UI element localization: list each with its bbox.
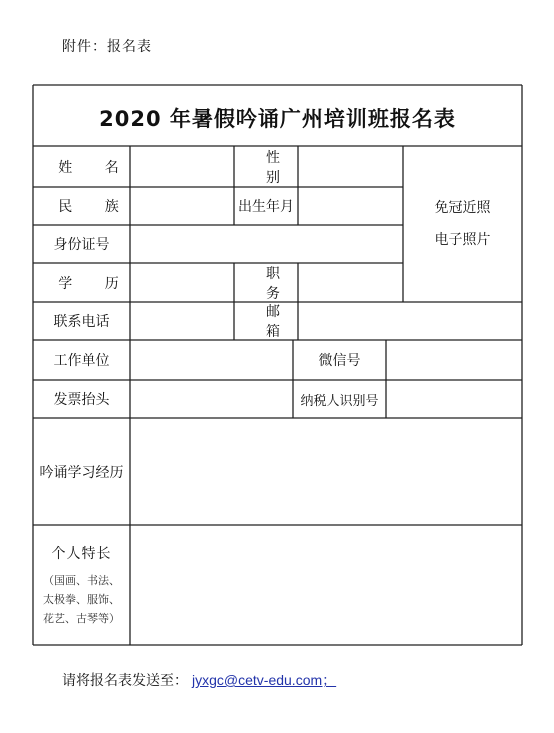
photo-line-2: 电子照片 — [434, 232, 491, 248]
taxpayer-id-field[interactable] — [387, 381, 521, 417]
birth-field[interactable] — [299, 188, 402, 224]
recitation-experience-field[interactable] — [131, 419, 521, 524]
label-phone: 联系电话 — [53, 314, 110, 330]
ethnicity-field[interactable] — [131, 188, 233, 224]
photo-area[interactable] — [403, 146, 522, 302]
label-mailbox: 邮 箱 — [266, 304, 294, 340]
label-ethnicity: 民 族 — [58, 199, 133, 215]
footer — [62, 670, 336, 690]
workplace-field[interactable] — [131, 341, 292, 379]
label-id-number: 身份证号 — [53, 237, 110, 253]
name-field[interactable] — [131, 147, 233, 186]
footer-text: 请将报名表发送至： — [62, 673, 188, 689]
label-gender: 性 别 — [266, 149, 294, 186]
mailbox-field[interactable] — [299, 303, 521, 339]
gender-field[interactable] — [299, 147, 402, 186]
label-taxpayer-id: 纳税人识别号 — [300, 393, 379, 409]
form-title: 2020 年暑假吟诵广州培训班报名表 — [99, 107, 456, 131]
label-workplace: 工作单位 — [53, 353, 110, 369]
specialty-note-line-1: （国画、书法、 — [43, 573, 120, 587]
photo-line-1: 免冠近照 — [434, 200, 491, 216]
education-field[interactable] — [131, 264, 233, 301]
label-invoice-title: 发票抬头 — [53, 392, 110, 408]
label-specialty-block — [33, 525, 130, 645]
phone-field[interactable] — [131, 303, 233, 339]
specialty-field[interactable] — [131, 526, 521, 644]
specialty-note-line-2: 太极拳、服饰、 — [43, 592, 120, 606]
label-name: 姓 名 — [58, 159, 133, 176]
position-field[interactable] — [299, 264, 402, 301]
label-position: 职 务 — [266, 265, 294, 302]
invoice-title-field[interactable] — [131, 381, 292, 417]
label-recitation-experience: 吟诵学习经历 — [39, 464, 124, 481]
specialty-note-line-3: 花艺、古琴等） — [43, 611, 120, 625]
label-wechat: 微信号 — [318, 353, 361, 369]
label-birth: 出生年月 — [238, 199, 294, 215]
label-specialty: 个人特长 — [51, 545, 112, 562]
attachment-label: 附件：报名表 — [62, 39, 152, 55]
wechat-field[interactable] — [387, 341, 521, 379]
label-education: 学 历 — [58, 275, 133, 292]
email-link[interactable]: jyxgc@cetv-edu.com； — [192, 672, 337, 688]
id-number-field[interactable] — [131, 226, 402, 262]
